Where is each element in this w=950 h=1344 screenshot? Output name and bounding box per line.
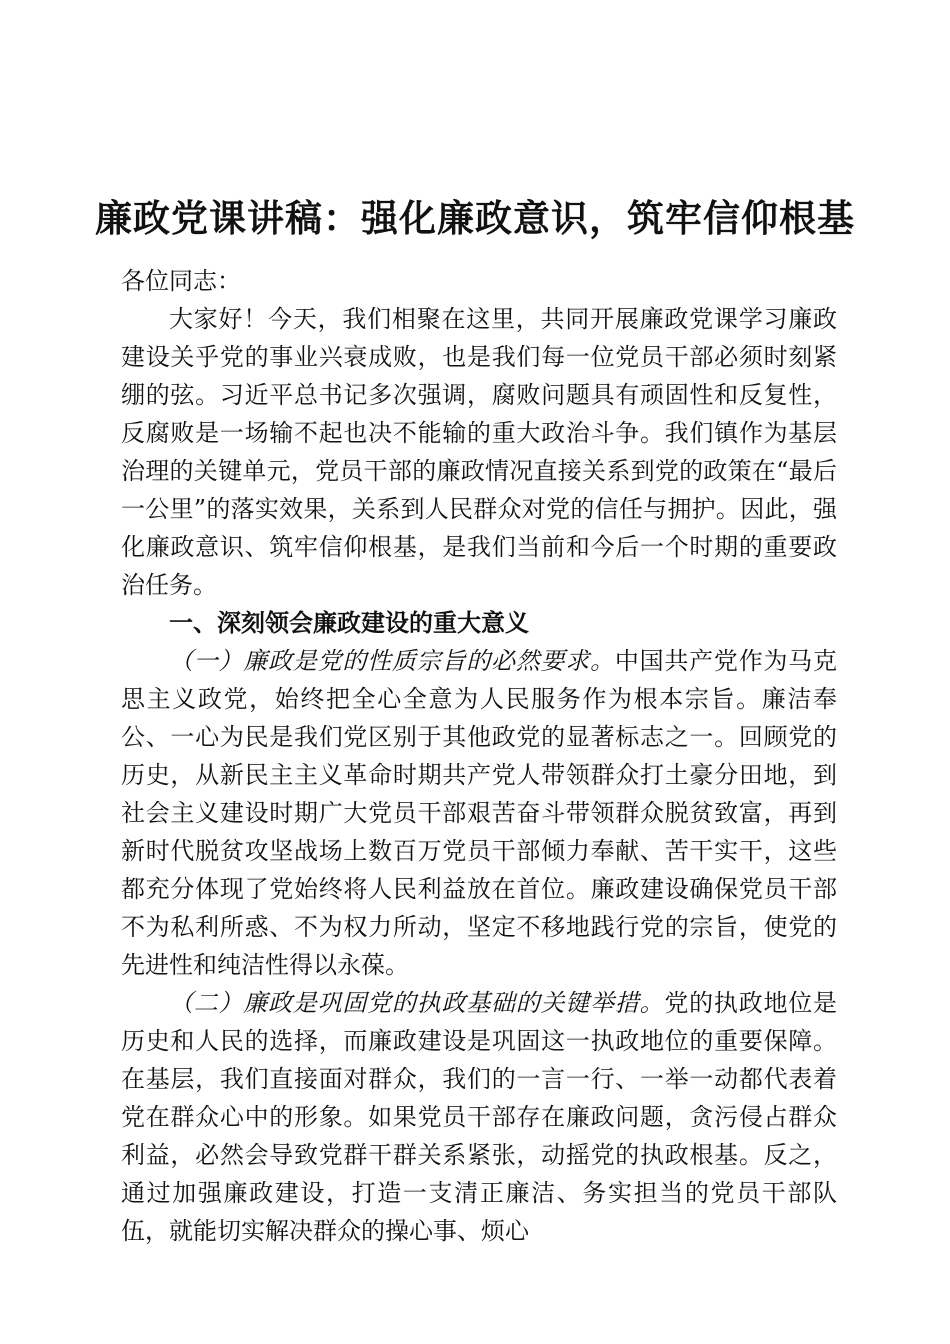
point-1-body: 中国共产党作为马克思主义政党，始终把全心全意为人民服务作为根本宗旨。廉洁奉公、一心为民是我们党区别于其他政党的显著标志之一。回顾党的历史，从新民主主义革命时期共产党人带领群众打土豪分田地，到社会主义建设时期广大党员干部艰苦奋斗带领群众脱贫致富，再到新时代脱贫攻坚战场上数百万党员干部倾力奉献、苦干实干，这些都充分体现了党始终将人民利益放在首位。廉政建设确保党员干部不为私利所惑、不为权力所动，坚定不移地践行党的宗旨，使党的先进性和纯洁性得以永葆。 [121,647,838,979]
section-heading-1: 一、深刻领会廉政建设的重大意义 [169,609,529,637]
point-2-paragraph [121,984,837,1250]
point-2-body: 党的执政地位是历史和人民的选择，而廉政建设是巩固这一执政地位的重要保障。在基层，我们直接面对群众，我们的一言一行、一举一动都代表着党在群众心中的形象。如果党员干部存在廉政问题，贪污侵占群众利益，必然会导致党群干群关系紧张，动摇党的执政根基。反之，通过加强廉政建设，打造一支清正廉洁、务实担当的党员干部队伍，就能切实解决群众的操心事、烦心 [121,989,838,1245]
document-title: 廉政党课讲稿：强化廉政意识，筑牢信仰根基 [95,196,855,240]
point-1-paragraph [121,642,837,984]
intro-paragraph: 大家好！今天，我们相聚在这里，共同开展廉政党课学习廉政建设关乎党的事业兴衰成败，也是我们每一位党员干部必须时刻紧绷的弦。习近平总书记多次强调，腐败问题具有顽固性和反复性，反腐败是一场输不起也决不能输的重大政治斗争。我们镇作为基层治理的关键单元，党员干部的廉政情况直接关系到党的政策在“最后一公里”的落实效果，关系到人民群众对党的信任与拥护。因此，强化廉政意识、筑牢信仰根基，是我们当前和今后一个时期的重要政治任务。 [121,305,837,599]
point-2-lead: （二）廉政是巩固党的执政基础的关键举措。 [169,989,665,1017]
document-body [121,262,837,1250]
salutation: 各位同志： [121,267,241,295]
point-1-lead: （一）廉政是党的性质宗旨的必然要求。 [169,647,615,675]
